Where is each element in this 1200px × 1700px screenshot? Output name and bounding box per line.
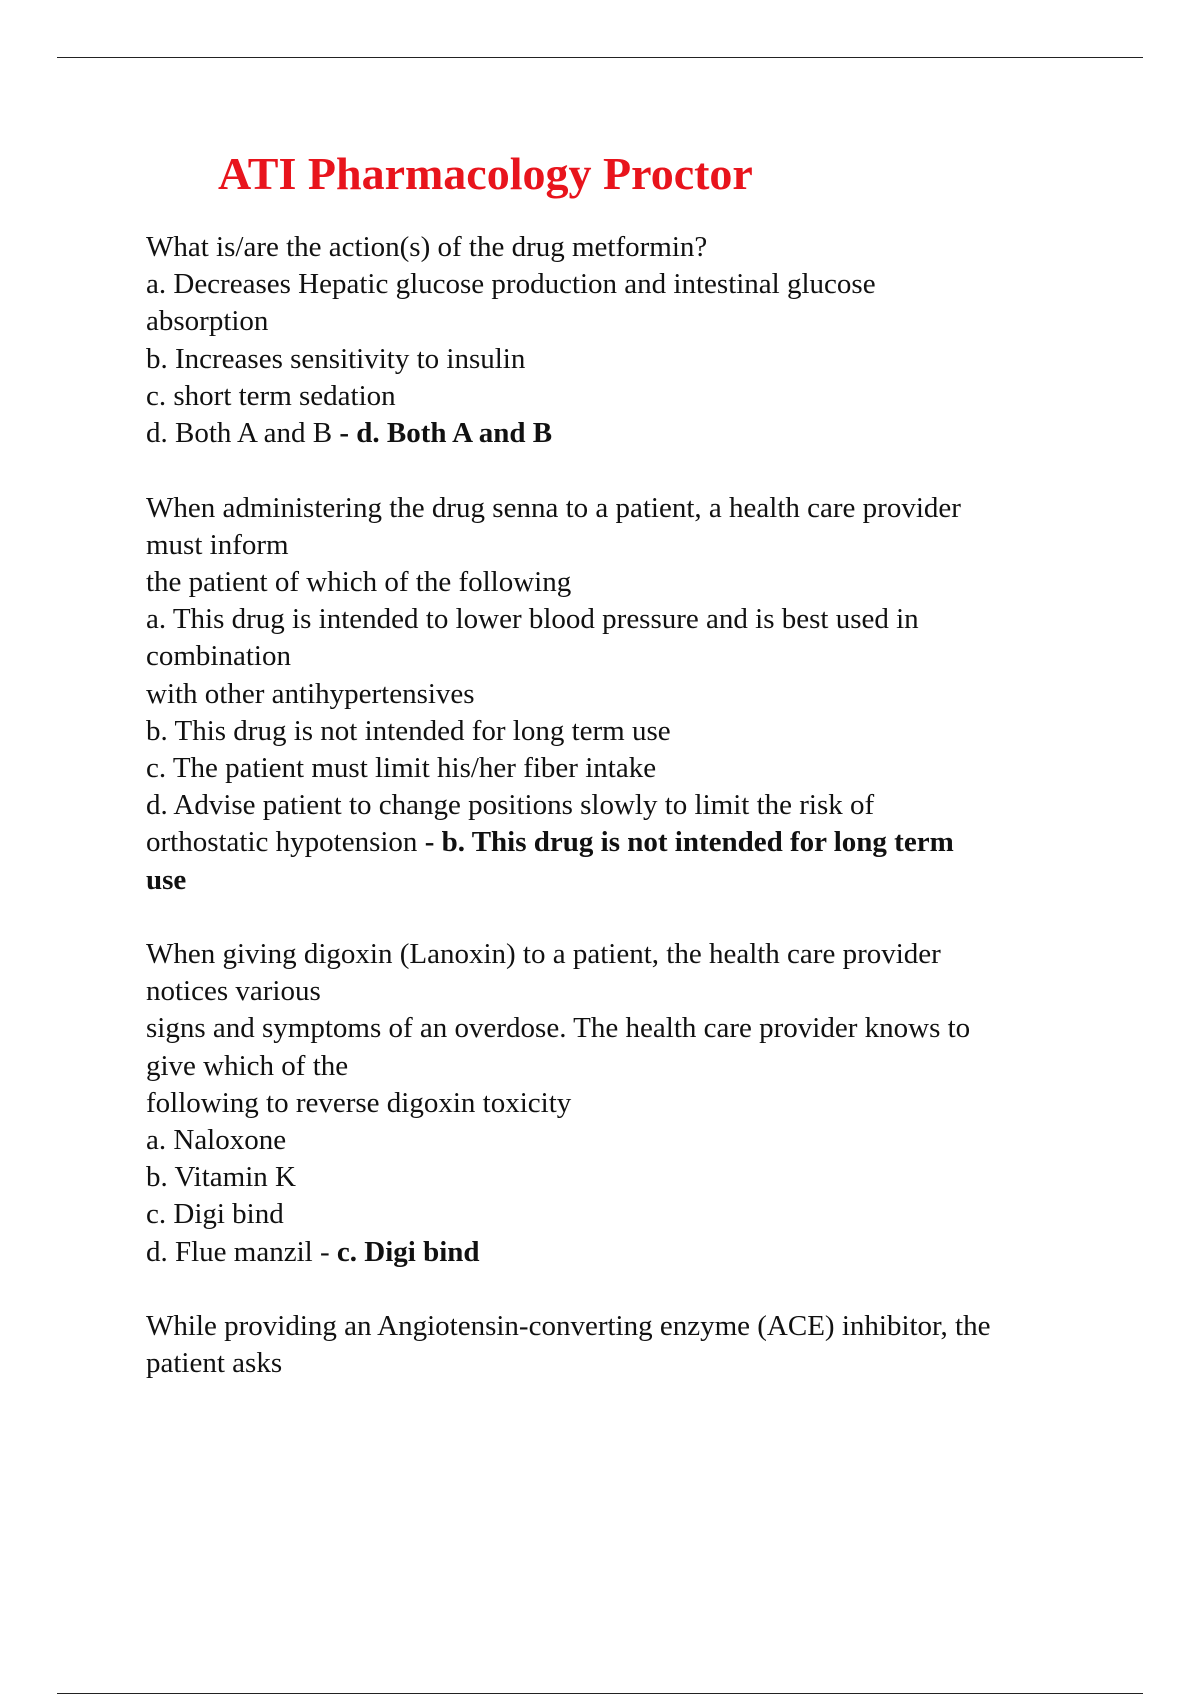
question-stem: While providing an Angiotensin-converting enzyme (ACE) inhibitor, the [146, 1310, 991, 1343]
spacer [146, 1271, 1106, 1308]
option-a: a. Decreases Hepatic glucose production and intestinal glucose [146, 268, 876, 301]
question-2 [146, 490, 1106, 899]
question-stem-continued: notices various [146, 975, 321, 1008]
question-stem: When giving digoxin (Lanoxin) to a patient, the health care provider [146, 938, 941, 971]
top-rule [57, 57, 1143, 58]
option-d-line [146, 1234, 1106, 1271]
answer: c. Digi bind [336, 1235, 480, 1268]
option-a-continued: combination [146, 640, 291, 673]
question-stem-continued: signs and symptoms of an overdose. The health care provider knows to [146, 1012, 971, 1045]
answer-continued: use [146, 863, 187, 896]
question-stem-continued: give which of the [146, 1049, 349, 1082]
option-a-continued: with other antihypertensives [146, 677, 475, 710]
question-stem: When administering the drug senna to a patient, a health care provider [146, 491, 961, 524]
question-stem-continued: patient asks [146, 1347, 283, 1380]
option-d: d. Flue manzil - [146, 1235, 330, 1268]
option-c: c. The patient must limit his/her fiber intake [146, 751, 657, 784]
option-d: d. Both A and B [146, 417, 333, 450]
question-3 [146, 936, 1106, 1271]
answer-continued-line [146, 862, 1106, 899]
option-d-continued: orthostatic hypotension [146, 826, 418, 859]
spacer [146, 899, 1106, 936]
option-c: c. Digi bind [146, 1198, 284, 1231]
question-stem-continued: the patient of which of the following [146, 565, 572, 598]
option-d-line [146, 824, 1106, 861]
option-a-continued: absorption [146, 305, 269, 338]
option-d: d. Advise patient to change positions slowly to limit the risk of [146, 789, 875, 822]
option-d-line [146, 415, 1106, 452]
option-c: c. short term sedation [146, 379, 396, 412]
document-body [146, 229, 1106, 1383]
option-b: b. Increases sensitivity to insulin [146, 342, 526, 375]
option-b: b. This drug is not intended for long term use [146, 714, 671, 747]
question-stem: What is/are the action(s) of the drug metformin? [146, 231, 708, 263]
question-1 [146, 229, 1106, 452]
answer: - b. This drug is not intended for long term [424, 826, 954, 859]
bottom-rule [57, 1693, 1143, 1694]
question-stem-continued: must inform [146, 528, 289, 561]
option-a: a. This drug is intended to lower blood pressure and is best used in [146, 603, 919, 636]
option-a: a. Naloxone [146, 1124, 287, 1157]
spacer [146, 452, 1106, 489]
document-title: ATI Pharmacology Proctor [218, 148, 753, 199]
question-stem-continued: following to reverse digoxin toxicity [146, 1086, 572, 1119]
option-b: b. Vitamin K [146, 1161, 296, 1194]
question-4 [146, 1308, 1106, 1382]
answer: - d. Both A and B [339, 417, 553, 450]
